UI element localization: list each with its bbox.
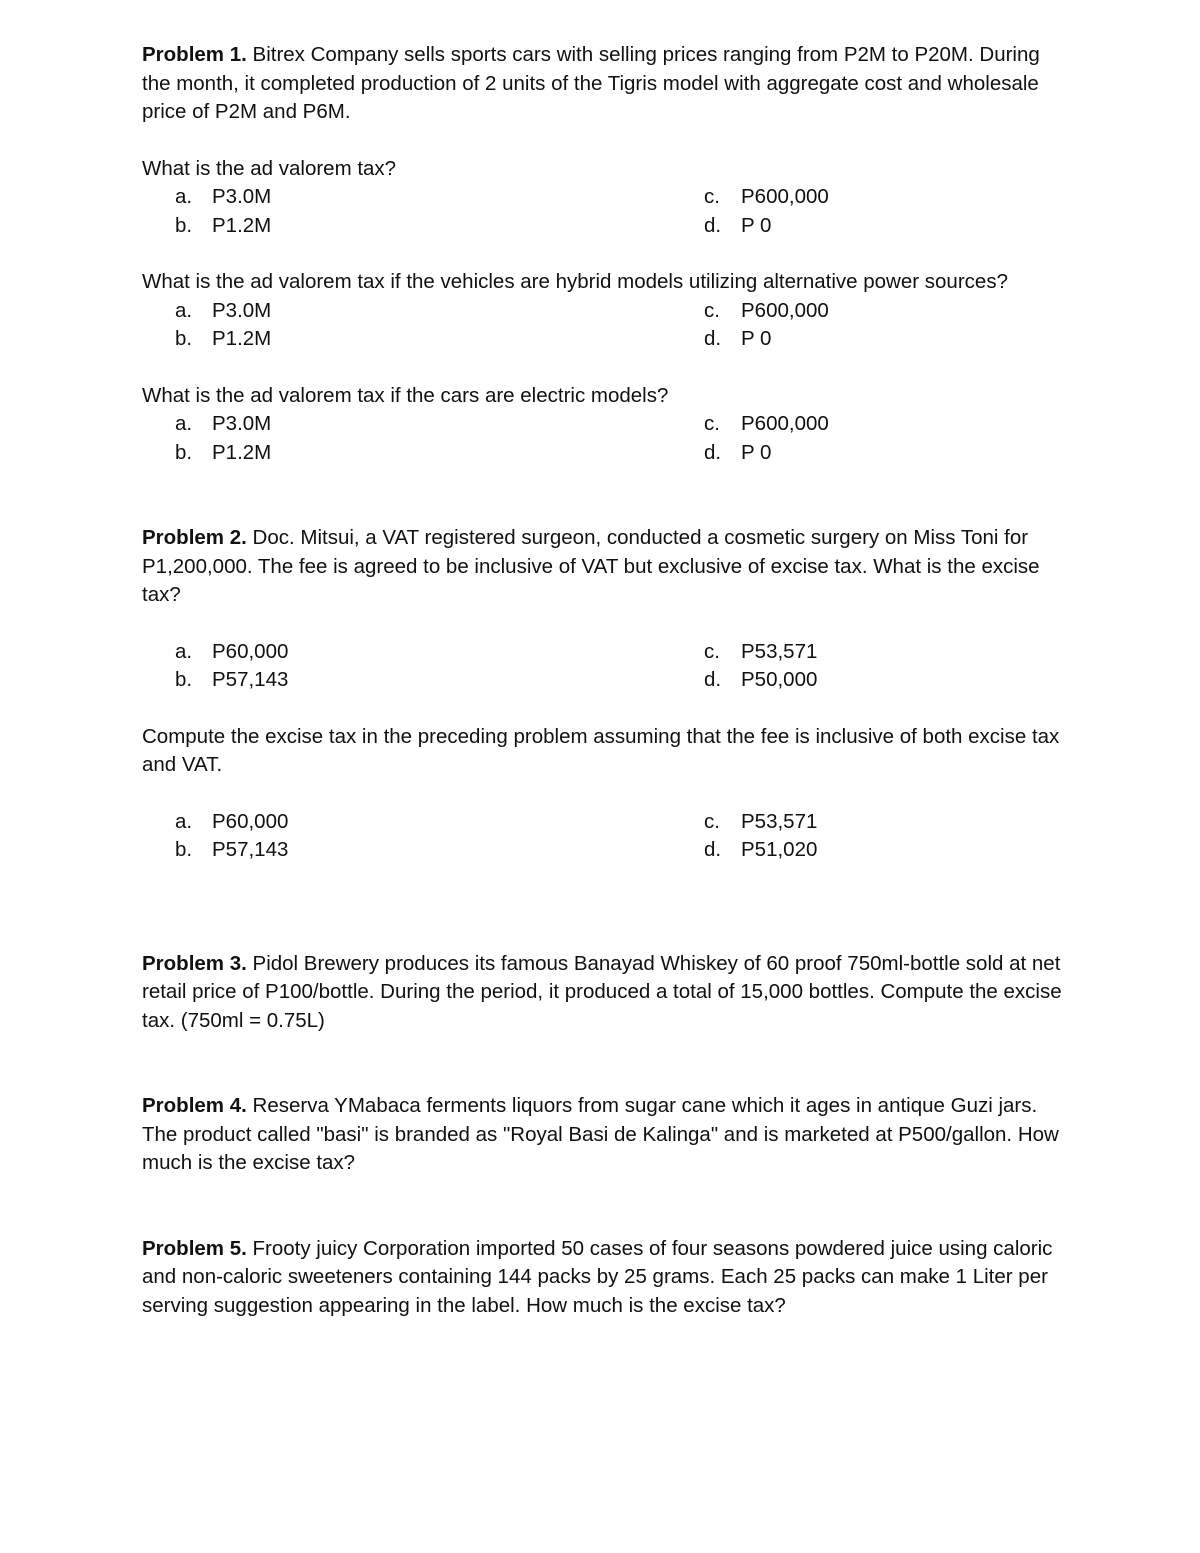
problem-2-followup-choices — [142, 808, 1072, 865]
choice-a: a. P3.0M — [175, 298, 272, 322]
choice-b: b. P1.2M — [175, 440, 272, 464]
choice-b: b. P57,143 — [175, 668, 289, 691]
problem-1-q1-choices — [142, 183, 1072, 240]
choice-b: b. P57,143 — [175, 838, 289, 861]
problem-3-text: Pidol Brewery produces its famous Banayad Whiskey of 60 proof 750ml-bottle sold at net retail price of P100/bottle. During the period, it produced a total of 15,000 bottles. Compute the excise tax. (750ml = 0.75L) — [142, 951, 1062, 1032]
choice-b: b. P1.2M — [175, 213, 272, 237]
choice-d: d. P50,000 — [704, 668, 818, 691]
choice-d: d. P 0 — [704, 440, 772, 464]
choice-b: b. P1.2M — [175, 327, 272, 350]
problem-1-title: Problem 1. — [142, 43, 247, 66]
problem-5-text: Frooty juicy Corporation imported 50 cases of four seasons powdered juice using caloric and non-caloric sweeteners containing 144 packs by 25 grams. Each 25 packs can make 1 Liter per serving suggestion appearing in the label. How much is the excise tax? — [142, 1236, 1053, 1317]
problem-5 — [142, 1235, 1072, 1321]
choice-a: a. P3.0M — [175, 185, 272, 208]
choice-c: c. P600,000 — [704, 412, 829, 435]
choice-d: d. P 0 — [704, 327, 772, 350]
problem-1-question-3: What is the ad valorem tax if the cars are electric models? — [142, 383, 669, 407]
choice-c: c. P600,000 — [704, 298, 829, 322]
problem-5-title: Problem 5. — [142, 1236, 247, 1260]
choice-c: c. P53,571 — [704, 809, 818, 833]
problem-3 — [142, 950, 1072, 1036]
problem-1-q3-choices — [142, 410, 1072, 467]
choice-d: d. P 0 — [704, 213, 772, 237]
problem-1 — [142, 41, 1072, 127]
document-page — [142, 41, 1072, 1320]
choice-c: c. P53,571 — [704, 639, 818, 663]
choice-a: a. P60,000 — [175, 809, 289, 833]
problem-4-text: Reserva YMabaca ferments liquors from sugar cane which it ages in antique Guzi jars. The product called "basi" is branded as "Royal Basi de Kalinga" and is marketed at P500/gallon. How much is the excise tax? — [142, 1094, 1059, 1174]
problem-4 — [142, 1092, 1072, 1178]
choice-a: a. P3.0M — [175, 412, 272, 435]
problem-2-choices — [142, 638, 1072, 695]
choice-d: d. P51,020 — [704, 838, 818, 861]
problem-1-q2-choices — [142, 297, 1072, 354]
problem-2 — [142, 524, 1072, 610]
choice-a: a. P60,000 — [175, 639, 289, 663]
problem-1-text: Bitrex Company sells sports cars with selling prices ranging from P2M to P20M. During the month, it completed production of 2 units of the Tigris model with aggregate cost and wholesale price of P2M and P6M. — [142, 43, 1040, 123]
choice-c: c. P600,000 — [704, 185, 829, 208]
problem-2-text: Doc. Mitsui, a VAT registered surgeon, conducted a cosmetic surgery on Miss Toni for P1,200,000. The fee is agreed to be inclusive of VAT but exclusive of excise tax. What is the excise tax? — [142, 526, 1040, 606]
problem-2-followup: Compute the excise tax in the preceding problem assuming that the fee is inclusive of both excise tax and VAT. — [142, 724, 1060, 776]
problem-2-title: Problem 2. — [142, 526, 247, 549]
problem-1-question-2: What is the ad valorem tax if the vehicles are hybrid models utilizing alternative power sources? — [142, 270, 1008, 293]
problem-1-question-1: What is the ad valorem tax? — [142, 156, 397, 180]
problem-4-title: Problem 4. — [142, 1094, 247, 1117]
problem-3-title: Problem 3. — [142, 951, 247, 975]
